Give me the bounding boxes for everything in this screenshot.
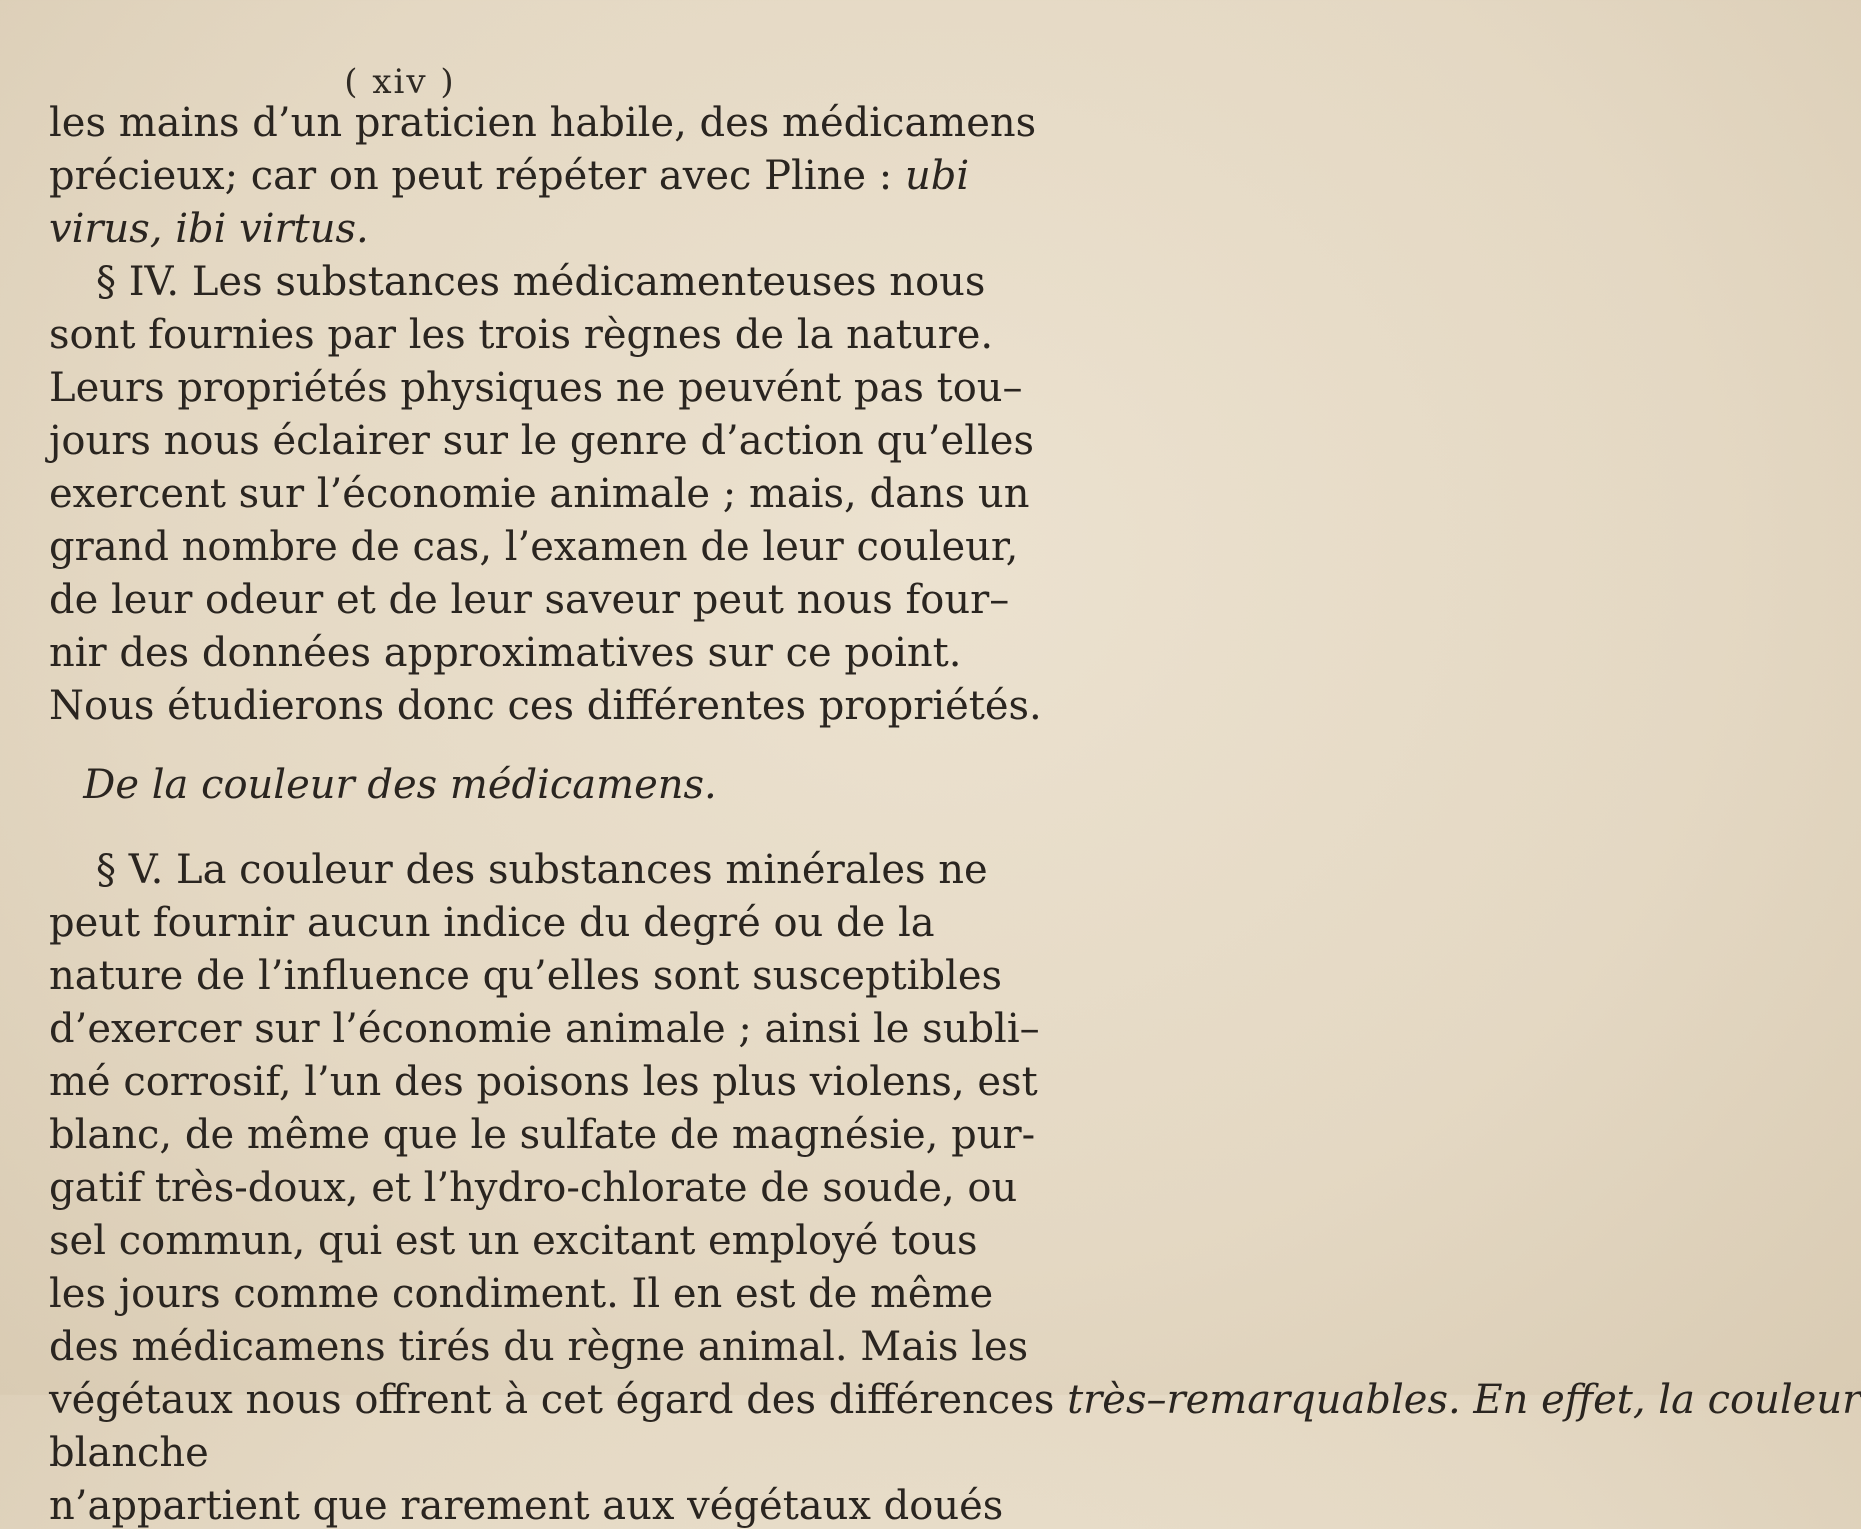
text-line: sont fournies par les trois règnes de la nature. xyxy=(49,312,994,358)
text-line: grand nombre de cas, l’examen de leur couleur, xyxy=(49,524,1019,570)
text-line: végétaux nous offrent à cet égard des différences très–remarquables. En effet, la couleur xyxy=(49,1377,1861,1423)
paragraph-start-section-v: § V. La couleur des substances minérales ne xyxy=(96,847,988,893)
text-line: exercent sur l’économie animale ; mais, dans un xyxy=(49,471,1030,517)
text-line: nir des données approximatives sur ce point. xyxy=(49,630,962,676)
text-line: d’exercer sur l’économie animale ; ainsi le subli– xyxy=(49,1006,1040,1052)
text-line: n’appartient que rarement aux végétaux doués xyxy=(49,1483,1004,1529)
text-line: mé corrosif, l’un des poisons les plus violens, est xyxy=(49,1059,1038,1105)
section-heading: De la couleur des médicamens. xyxy=(83,762,717,808)
latin-phrase-line: virus, ibi virtus. xyxy=(49,206,369,252)
italic-term: ubi xyxy=(904,153,970,199)
text-line: des médicamens tirés du règne animal. Mais les xyxy=(49,1324,1029,1370)
text-line: gatif très-doux, et l’hydro-chlorate de soude, ou xyxy=(49,1165,1018,1211)
text-line: de leur odeur et de leur saveur peut nous four– xyxy=(49,577,1010,623)
text-line: blanche xyxy=(49,1430,209,1476)
text-line: Nous étudierons donc ces différentes propriétés. xyxy=(49,683,1042,729)
text-line: Leurs propriétés physiques ne peuvént pas tou– xyxy=(49,365,1023,411)
text-line: les mains d’un praticien habile, des médicamens xyxy=(49,100,1037,146)
text-line: blanc, de même que le sulfate de magnésie, pur- xyxy=(49,1112,1036,1158)
paragraph-start-section-iv: § IV. Les substances médicamenteuses nous xyxy=(96,259,986,305)
page-number-header: ( xiv ) xyxy=(344,62,456,102)
italic-term: très–remarquables. En effet, la couleur xyxy=(1067,1377,1861,1423)
text-line: nature de l’influence qu’elles sont susceptibles xyxy=(49,953,1003,999)
text-line: précieux; car on peut répéter avec Pline : ubi xyxy=(49,153,970,199)
text-line: sel commun, qui est un excitant employé tous xyxy=(49,1218,978,1264)
text-line: les jours comme condiment. Il en est de même xyxy=(49,1271,994,1317)
text-line: peut fournir aucun indice du degré ou de la xyxy=(49,900,935,946)
text-line: jours nous éclairer sur le genre d’action qu’elles xyxy=(49,418,1034,464)
